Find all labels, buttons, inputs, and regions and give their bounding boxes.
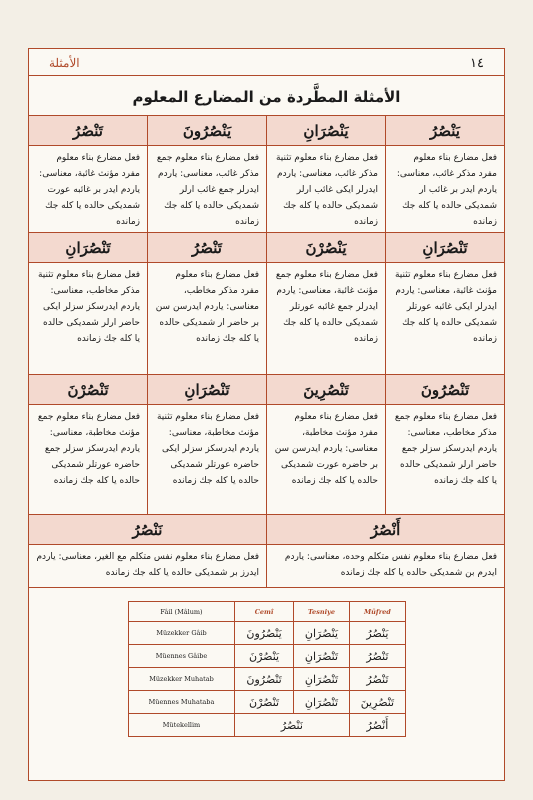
grid-cell bbox=[147, 375, 266, 514]
grid-cell bbox=[266, 233, 385, 374]
row-label: Müzekker Muhatab bbox=[129, 668, 235, 691]
grid-cell bbox=[29, 233, 147, 374]
col-header-mufred: Müfred bbox=[349, 602, 405, 622]
tesniye-cell: تَنْصُرَانِ bbox=[294, 691, 350, 714]
verb-description: فعل مضارع بناء معلوم نفس متكلم وحده، معناسی: یاردم ایدرم بن شمدیکی حالده یا کله جك زمانده bbox=[284, 552, 497, 578]
tesniye-cell: تَنْصُرَانِ bbox=[294, 668, 350, 691]
grid-cell bbox=[147, 116, 266, 232]
grid-cell bbox=[385, 233, 504, 374]
table-row bbox=[129, 622, 406, 645]
verb-description: فعل مضارع بناء معلوم جمع مؤنث مخاطبة، معناسی: یاردم ایدرسکز سزلر جمع حاضره عورتلر شمدیکی حالده یا کله جك زمانده bbox=[37, 412, 140, 486]
verb-form: تَنْصُرْنَ bbox=[29, 375, 147, 405]
cemi-cell: يَنْصُرُونَ bbox=[234, 622, 293, 645]
cemi-cell: تَنْصُرُونَ bbox=[234, 668, 293, 691]
verb-description: فعل مضارع بناء معلوم مفرد مذكر غائب، معناسی: یاردم ایدر بر غائب ار شمدیکی حالده یا کله جك زمانده bbox=[396, 153, 497, 227]
section-label: الأمثلة bbox=[49, 56, 80, 70]
cemi-cell: يَنْصُرْنَ bbox=[234, 645, 293, 668]
verb-form: تَنْصُرَانِ bbox=[29, 233, 147, 263]
grid-cell bbox=[385, 375, 504, 514]
mufred-cell: تَنْصُرُ bbox=[349, 645, 405, 668]
verb-form: يَنْصُرُ bbox=[386, 116, 504, 146]
grid-cell bbox=[147, 233, 266, 374]
mufred-cell: تَنْصُرُ bbox=[349, 668, 405, 691]
cemi-cell: تَنْصُرْنَ bbox=[234, 691, 293, 714]
verb-form: تَنْصُرُ bbox=[29, 116, 147, 146]
table-row bbox=[129, 645, 406, 668]
verb-form: يَنْصُرُونَ bbox=[148, 116, 266, 146]
verb-description: فعل مضارع بناء معلوم مفرد مذكر مخاطب، معناسی: یاردم ایدرسن سن بر حاضر ار شمدیکی حالده یا کله جك زمانده bbox=[155, 270, 259, 344]
grid-cell bbox=[29, 375, 147, 514]
row-label: Müzekker Gâib bbox=[129, 622, 235, 645]
verb-description: فعل مضارع بناء معلوم جمع مذکر مخاطب، معناسی: یاردم ایدرسکز سزلر جمع حاضر ارلر شمدیکی حالده یا کله جك زمانده bbox=[394, 412, 497, 486]
grid-cell bbox=[29, 515, 266, 587]
page-number: ١٤ bbox=[470, 56, 484, 71]
grid-row bbox=[29, 515, 504, 588]
verb-description: فعل مضارع بناء معلوم تثنية مؤنث غائبة، معناسی: یاردم ایدرلر ایکی غائبه عورتلر شمدیکی حالده یا کله جك زمانده bbox=[394, 270, 497, 344]
grid-cell bbox=[266, 116, 385, 232]
verb-form: يَنْصُرَانِ bbox=[267, 116, 385, 146]
row-label: Müennes Muhataba bbox=[129, 691, 235, 714]
verb-description: فعل مضارع بناء معلوم تثنية مذكر غائب، معناسی: یاردم ایدرلر ایکی غائب ارلر شمدیکی حالده یا کله جك زمانده bbox=[275, 153, 378, 227]
page-frame bbox=[28, 48, 505, 781]
grid-row bbox=[29, 233, 504, 375]
grid-cell bbox=[29, 116, 147, 232]
summary-table bbox=[128, 601, 406, 737]
verb-form: يَنْصُرْنَ bbox=[267, 233, 385, 263]
verb-form: تَنْصُرَانِ bbox=[148, 375, 266, 405]
verb-form: أَنْصُرُ bbox=[267, 515, 504, 545]
summary-table-wrap bbox=[128, 601, 406, 737]
verb-description: فعل مضارع بناء معلوم نفس متكلم مع الغير، معناسی: یاردم ایدرز بر شمدیکی حالده یا کله جك زمانده bbox=[36, 552, 259, 578]
verb-form: تَنْصُرُ bbox=[148, 233, 266, 263]
verb-description: فعل مضارع بناء معلوم جمع مذکر غائب، معناسی: یاردم ایدرلر جمع غائب ارلر شمدیکی حالده یا کله جك زمانده bbox=[156, 153, 259, 227]
grid-cell bbox=[385, 116, 504, 232]
col-header-fail: Fâil (Mâlum) bbox=[129, 602, 235, 622]
table-row bbox=[129, 668, 406, 691]
table-header-row bbox=[129, 602, 406, 622]
page-header bbox=[29, 49, 504, 76]
mufred-cell: يَنْصُرُ bbox=[349, 622, 405, 645]
verb-form: نَنْصُرُ bbox=[29, 515, 266, 545]
verb-form: تَنْصُرِينَ bbox=[267, 375, 385, 405]
grid-row bbox=[29, 116, 504, 233]
verb-form: تَنْصُرَانِ bbox=[386, 233, 504, 263]
grid-cell bbox=[266, 515, 504, 587]
verb-description: فعل مضارع بناء معلوم جمع مؤنث غائبة، معناسی: یاردم ایدرلر جمع غائبه عورتلر شمدیکی حالده یا کله جك زمانده bbox=[275, 270, 378, 344]
tesniye-cell: تَنْصُرَانِ bbox=[294, 645, 350, 668]
page-title: الأمثلة المطَّردة من المضارع المعلوم bbox=[132, 88, 401, 106]
row-label: Mütekellim bbox=[129, 714, 235, 737]
mufred-cell: أَنْصُرُ bbox=[349, 714, 405, 737]
verb-description: فعل مضارع بناء معلوم تثنية مؤنث مخاطبة، معناسی: یاردم ایدرسکز سزلر ایکی حاضره عورتلر شمدیکی حالده یا کله جك زمانده bbox=[156, 412, 259, 486]
col-header-cemi: Cemî bbox=[234, 602, 293, 622]
cemi-tesniye-cell: نَنْصُرُ bbox=[234, 714, 349, 737]
tesniye-cell: يَنْصُرَانِ bbox=[294, 622, 350, 645]
verb-form: تَنْصُرُونَ bbox=[386, 375, 504, 405]
table-row bbox=[129, 714, 406, 737]
row-label: Müennes Gâibe bbox=[129, 645, 235, 668]
grid-cell bbox=[266, 375, 385, 514]
col-header-tesniye: Tesniye bbox=[294, 602, 350, 622]
grid-row bbox=[29, 375, 504, 515]
mufred-cell: تَنْصُرِينَ bbox=[349, 691, 405, 714]
verb-description: فعل مضارع بناء معلوم مفرد مؤنث مخاطبة، معناسی: یاردم ایدرسن سن بر حاضره عورت شمدیکی حالده یا کله جك زمانده bbox=[274, 412, 378, 486]
table-row bbox=[129, 691, 406, 714]
verb-description: فعل مضارع بناء معلوم تثنية مذكر مخاطب، معناسی: یاردم ایدرسکز سزلر ایکی حاضر ارلر شمدیکی حالده یا کله جك زمانده bbox=[37, 270, 140, 344]
verb-description: فعل مضارع بناء معلوم مفرد مؤنث غائبة، معناسی: یاردم ایدر بر غائبه عورت شمدیکی حالده یا کله جك زمانده bbox=[39, 153, 140, 227]
conjugation-grid bbox=[29, 115, 504, 588]
